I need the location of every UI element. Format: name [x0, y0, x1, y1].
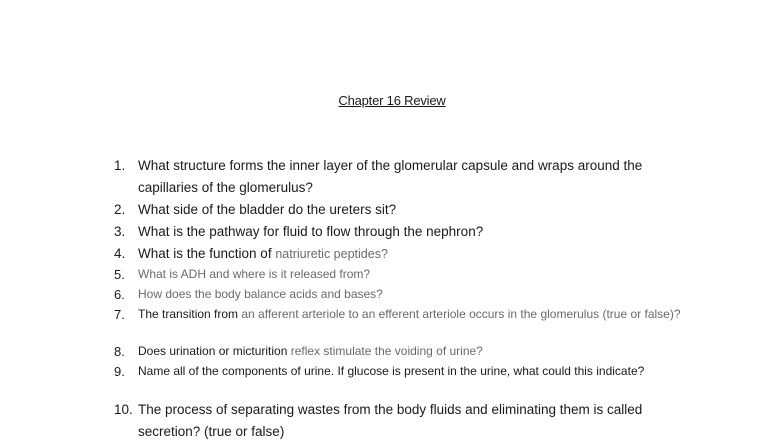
question-text-part: What is the function of [138, 246, 276, 261]
question-text [138, 243, 698, 265]
question-text: What is ADH and where is it released from? [138, 267, 371, 281]
question-text: What structure forms the inner layer of the glomerular capsule and wraps around the capillaries of the glomerulus? [138, 158, 643, 195]
question-number: 3. [114, 224, 126, 239]
question-number: 2. [114, 202, 126, 217]
question-number: 8. [114, 344, 125, 359]
question-number: 10. [114, 402, 133, 417]
question-text-part: natriuretic peptides? [275, 247, 388, 261]
question-number: 4. [114, 246, 126, 261]
question-number: 7. [114, 307, 125, 322]
question-text-part: an afferent arteriole to an efferent arteriole occurs in the glomerulus (true or false)? [241, 307, 681, 321]
question-number: 9. [114, 364, 125, 379]
question-text: The process of separating wastes from the body fluids and eliminating them is called secretion? (true or false) [138, 402, 643, 439]
question-text: What side of the bladder do the ureters sit? [138, 202, 397, 217]
question-number: 6. [114, 287, 125, 302]
question-text: What is the pathway for fluid to flow through the nephron? [138, 224, 484, 239]
question-text: How does the body balance acids and bases? [138, 287, 383, 301]
page-title: Chapter 16 Review [338, 93, 446, 108]
question-text-part: The transition from [138, 307, 242, 321]
question-text-part: reflex stimulate the voiding of urine? [290, 344, 483, 358]
question-number: 5. [114, 267, 125, 282]
question-text-part: Does urination or micturition [138, 344, 291, 358]
question-number: 1. [114, 158, 126, 173]
question-text [138, 306, 693, 323]
question-text: Name all of the components of urine. If glucose is present in the urine, what could this indicate? [138, 364, 645, 378]
question-text [138, 343, 698, 360]
